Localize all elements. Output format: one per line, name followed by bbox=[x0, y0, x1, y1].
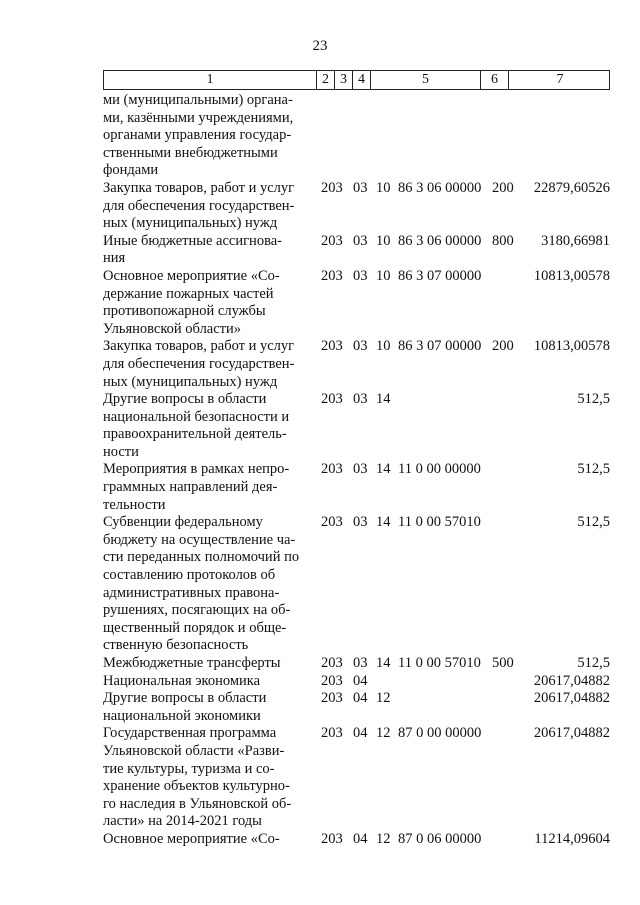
description-line: национальной экономики bbox=[103, 707, 261, 724]
column-header: 3 bbox=[334, 71, 352, 89]
grbs-code: 203 bbox=[321, 725, 343, 742]
description-line: тие культуры, туризма и со- bbox=[103, 760, 275, 777]
section-code: 04 bbox=[353, 830, 368, 847]
description-line: ния bbox=[103, 250, 126, 267]
description-line: органами управления государ- bbox=[103, 127, 292, 144]
description-line: ми (муниципальными) органа- bbox=[103, 92, 293, 108]
target-article-code: 87 0 06 00000 bbox=[398, 830, 482, 847]
table-body bbox=[103, 92, 610, 849]
subsection-code: 10 bbox=[376, 232, 391, 249]
description-line: ности bbox=[103, 443, 139, 460]
table-row bbox=[103, 655, 610, 673]
description-line: Национальная экономика bbox=[103, 672, 261, 689]
description-line: Другие вопросы в области bbox=[103, 690, 267, 707]
subsection-code: 10 bbox=[376, 267, 391, 284]
table-row bbox=[103, 268, 610, 338]
grbs-code: 203 bbox=[321, 830, 343, 847]
column-header: 6 bbox=[480, 71, 508, 89]
description-line: Ульяновской области» bbox=[103, 320, 242, 337]
expense-type-code: 200 bbox=[492, 338, 514, 355]
grbs-code: 203 bbox=[321, 391, 343, 408]
expense-type-code: 800 bbox=[492, 232, 514, 249]
section-code: 03 bbox=[353, 391, 368, 408]
column-header: 7 bbox=[508, 71, 611, 89]
row-description bbox=[103, 268, 315, 338]
table-row bbox=[103, 514, 610, 655]
description-line: ственную безопасность bbox=[103, 637, 249, 654]
subsection-code: 14 bbox=[376, 655, 391, 671]
row-description bbox=[103, 831, 315, 849]
row-description bbox=[103, 673, 315, 691]
description-line: бюджету на осуществление ча- bbox=[103, 531, 296, 548]
subsection-code: 14 bbox=[376, 391, 391, 408]
subsection-code: 10 bbox=[376, 338, 391, 355]
grbs-code: 203 bbox=[321, 655, 343, 671]
amount: 10813,00578 bbox=[533, 267, 610, 284]
expense-type-code: 500 bbox=[492, 655, 514, 671]
grbs-code: 203 bbox=[321, 179, 343, 196]
row-description bbox=[103, 690, 315, 725]
description-line: Другие вопросы в области bbox=[103, 391, 267, 408]
description-line: национальной безопасности и bbox=[103, 408, 290, 425]
section-code: 03 bbox=[353, 232, 368, 249]
row-description bbox=[103, 180, 315, 233]
column-header: 1 bbox=[206, 72, 214, 87]
amount: 512,5 bbox=[577, 655, 610, 671]
target-article-code: 87 0 00 00000 bbox=[398, 725, 482, 742]
subsection-code: 10 bbox=[376, 179, 391, 196]
grbs-code: 203 bbox=[321, 514, 343, 531]
description-line: составлению протоколов об bbox=[103, 567, 276, 584]
row-description bbox=[103, 725, 315, 831]
description-line: держание пожарных частей bbox=[103, 285, 274, 302]
grbs-code: 203 bbox=[321, 672, 343, 689]
row-description bbox=[103, 338, 315, 391]
description-line: Государственная программа bbox=[103, 725, 277, 742]
description-line: фондами bbox=[103, 162, 159, 179]
target-article-code: 86 3 06 00000 bbox=[398, 179, 482, 196]
table-row bbox=[103, 391, 610, 461]
grbs-code: 203 bbox=[321, 338, 343, 355]
section-code: 03 bbox=[353, 267, 368, 284]
description-line: Субвенции федеральному bbox=[103, 514, 263, 531]
table-row bbox=[103, 461, 610, 514]
description-line: го наследия в Ульяновской об- bbox=[103, 795, 292, 812]
description-line: ми, казёнными учреждениями, bbox=[103, 109, 294, 126]
table-header bbox=[103, 70, 610, 90]
section-code: 03 bbox=[353, 655, 368, 671]
description-line: ласти» на 2014-2021 годы bbox=[103, 813, 262, 830]
description-line: Ульяновской области «Разви- bbox=[103, 742, 285, 759]
row-description bbox=[103, 92, 315, 180]
column-header: 2 bbox=[316, 71, 334, 89]
grbs-code: 203 bbox=[321, 232, 343, 249]
description-line: граммных направлений дея- bbox=[103, 479, 278, 496]
section-code: 04 bbox=[353, 690, 368, 707]
row-description bbox=[103, 514, 315, 655]
description-line: ных (муниципальных) нужд bbox=[103, 373, 278, 390]
description-line: Закупка товаров, работ и услуг bbox=[103, 338, 295, 355]
description-line: Межбюджетные трансферты bbox=[103, 655, 281, 671]
table-row bbox=[103, 338, 610, 391]
amount: 20617,04882 bbox=[533, 690, 610, 707]
row-description bbox=[103, 461, 315, 514]
row-description bbox=[103, 233, 315, 268]
description-line: Иные бюджетные ассигнова- bbox=[103, 232, 282, 249]
description-line: щественный порядок и обще- bbox=[103, 619, 287, 636]
section-code: 03 bbox=[353, 179, 368, 196]
amount: 22879,60526 bbox=[533, 179, 610, 196]
section-code: 04 bbox=[353, 672, 368, 689]
table-row bbox=[103, 690, 610, 725]
section-code: 03 bbox=[353, 461, 368, 478]
grbs-code: 203 bbox=[321, 690, 343, 707]
table-row bbox=[103, 233, 610, 268]
amount: 20617,04882 bbox=[533, 672, 610, 689]
target-article-code: 11 0 00 57010 bbox=[398, 514, 481, 531]
target-article-code: 86 3 07 00000 bbox=[398, 267, 482, 284]
amount: 10813,00578 bbox=[533, 338, 610, 355]
table-row bbox=[103, 831, 610, 849]
amount: 512,5 bbox=[577, 514, 610, 531]
table-row bbox=[103, 725, 610, 831]
table-row bbox=[103, 673, 610, 691]
subsection-code: 14 bbox=[376, 461, 391, 478]
description-line: для обеспечения государствен- bbox=[103, 355, 295, 372]
description-line: ственными внебюджетными bbox=[103, 144, 278, 161]
description-line: для обеспечения государствен- bbox=[103, 197, 295, 214]
column-header: 5 bbox=[370, 71, 480, 89]
description-line: Закупка товаров, работ и услуг bbox=[103, 179, 295, 196]
column-header: 4 bbox=[352, 71, 370, 89]
amount: 3180,66981 bbox=[541, 232, 610, 249]
section-code: 03 bbox=[353, 338, 368, 355]
description-line: рушениях, посягающих на об- bbox=[103, 602, 291, 619]
page-number: 23 bbox=[312, 38, 328, 54]
description-line: противопожарной службы bbox=[103, 303, 266, 320]
subsection-code: 12 bbox=[376, 690, 391, 707]
description-line: Мероприятия в рамках непро- bbox=[103, 461, 290, 478]
description-line: сти переданных полномочий по bbox=[103, 549, 300, 566]
grbs-code: 203 bbox=[321, 461, 343, 478]
target-article-code: 86 3 07 00000 bbox=[398, 338, 482, 355]
row-description bbox=[103, 655, 315, 673]
row-description bbox=[103, 391, 315, 461]
amount: 11214,09604 bbox=[534, 830, 610, 847]
amount: 512,5 bbox=[577, 391, 610, 408]
table-row bbox=[103, 92, 610, 180]
target-article-code: 86 3 06 00000 bbox=[398, 232, 482, 249]
description-line: Основное мероприятие «Со- bbox=[103, 830, 280, 847]
target-article-code: 11 0 00 57010 bbox=[398, 655, 481, 671]
description-line: Основное мероприятие «Со- bbox=[103, 267, 280, 284]
section-code: 03 bbox=[353, 514, 368, 531]
description-line: ных (муниципальных) нужд bbox=[103, 215, 278, 232]
expense-type-code: 200 bbox=[492, 179, 514, 196]
target-article-code: 11 0 00 00000 bbox=[398, 461, 481, 478]
table-row bbox=[103, 180, 610, 233]
amount: 20617,04882 bbox=[533, 725, 610, 742]
description-line: административных правона- bbox=[103, 584, 280, 601]
section-code: 04 bbox=[353, 725, 368, 742]
description-line: правоохранительной деятель- bbox=[103, 426, 287, 443]
description-line: тельности bbox=[103, 496, 166, 513]
description-line: хранение объектов культурно- bbox=[103, 778, 290, 795]
grbs-code: 203 bbox=[321, 267, 343, 284]
subsection-code: 12 bbox=[376, 830, 391, 847]
subsection-code: 12 bbox=[376, 725, 391, 742]
subsection-code: 14 bbox=[376, 514, 391, 531]
amount: 512,5 bbox=[577, 461, 610, 478]
